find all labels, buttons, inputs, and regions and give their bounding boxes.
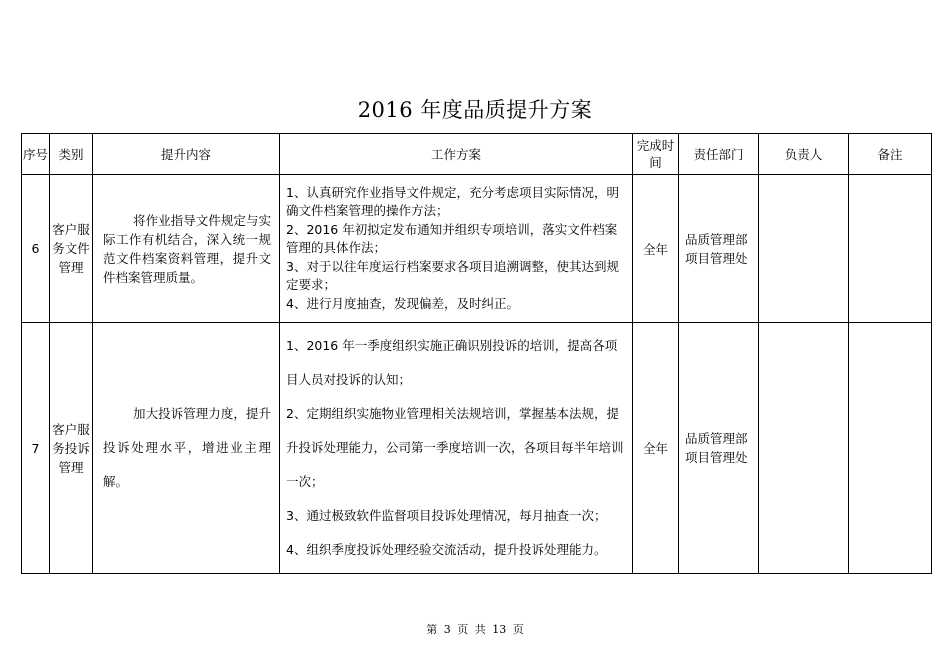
row-category: 客户服务投诉管理 <box>50 323 93 574</box>
row-content-text: 加大投诉管理力度，提升投诉处理水平，增进业主理解。 <box>103 406 271 489</box>
row-content <box>93 175 280 323</box>
row-category: 客户服务文件管理 <box>50 175 93 323</box>
row-seq: 6 <box>22 175 50 323</box>
header-dept: 责任部门 <box>679 134 759 175</box>
row-content-text: 将作业指导文件规定与实际工作有机结合，深入统一规范文件档案资料管理，提升文件档案管理质量。 <box>103 212 271 285</box>
plan-item: 1、2016 年一季度组织实施正确识别投诉的培训，提高各项目人员对投诉的认知； <box>286 338 618 387</box>
header-seq: 序号 <box>22 134 50 175</box>
row-plan <box>280 323 633 574</box>
row-owner <box>759 175 849 323</box>
row-seq: 7 <box>22 323 50 574</box>
header-content: 提升内容 <box>93 134 280 175</box>
header-remark: 备注 <box>849 134 932 175</box>
row-time: 全年 <box>633 175 679 323</box>
row-dept: 品质管理部项目管理处 <box>679 175 759 323</box>
plan-item: 4、组织季度投诉处理经验交流活动，提升投诉处理能力。 <box>286 542 607 557</box>
row-owner <box>759 323 849 574</box>
row-plan <box>280 175 633 323</box>
row-remark <box>849 175 932 323</box>
table-row <box>22 175 932 323</box>
row-remark <box>849 323 932 574</box>
row-time: 全年 <box>633 323 679 574</box>
plan-table <box>21 133 932 574</box>
plan-item: 3、对于以往年度运行档案要求各项目追溯调整，使其达到规定要求； <box>286 258 619 293</box>
row-content <box>93 323 280 574</box>
table-row <box>22 323 932 574</box>
header-plan: 工作方案 <box>280 134 633 175</box>
row-dept: 品质管理部项目管理处 <box>679 323 759 574</box>
plan-item: 2、2016 年初拟定发布通知并组织专项培训，落实文件档案管理的具体作法； <box>286 221 618 256</box>
plan-item: 4、进行月度抽查，发现偏差，及时纠正。 <box>286 295 519 311</box>
plan-item: 1、认真研究作业指导文件规定，充分考虑项目实际情况，明确文件档案管理的操作方法； <box>286 185 619 219</box>
plan-item: 2、定期组织实施物业管理相关法规培训，掌握基本法规，提升投诉处理能力，公司第一季度培训一次，各项目每半年培训一次； <box>286 406 624 489</box>
page-footer: 第 3 页 共 13 页 <box>426 623 524 636</box>
document-title: 2016 年度品质提升方案 <box>357 98 593 122</box>
header-owner: 负责人 <box>759 134 849 175</box>
header-category: 类别 <box>50 134 93 175</box>
table-header-row <box>22 134 932 175</box>
plan-item: 3、通过极致软件监督项目投诉处理情况，每月抽查一次； <box>286 508 607 523</box>
header-time: 完成时间 <box>633 134 679 175</box>
